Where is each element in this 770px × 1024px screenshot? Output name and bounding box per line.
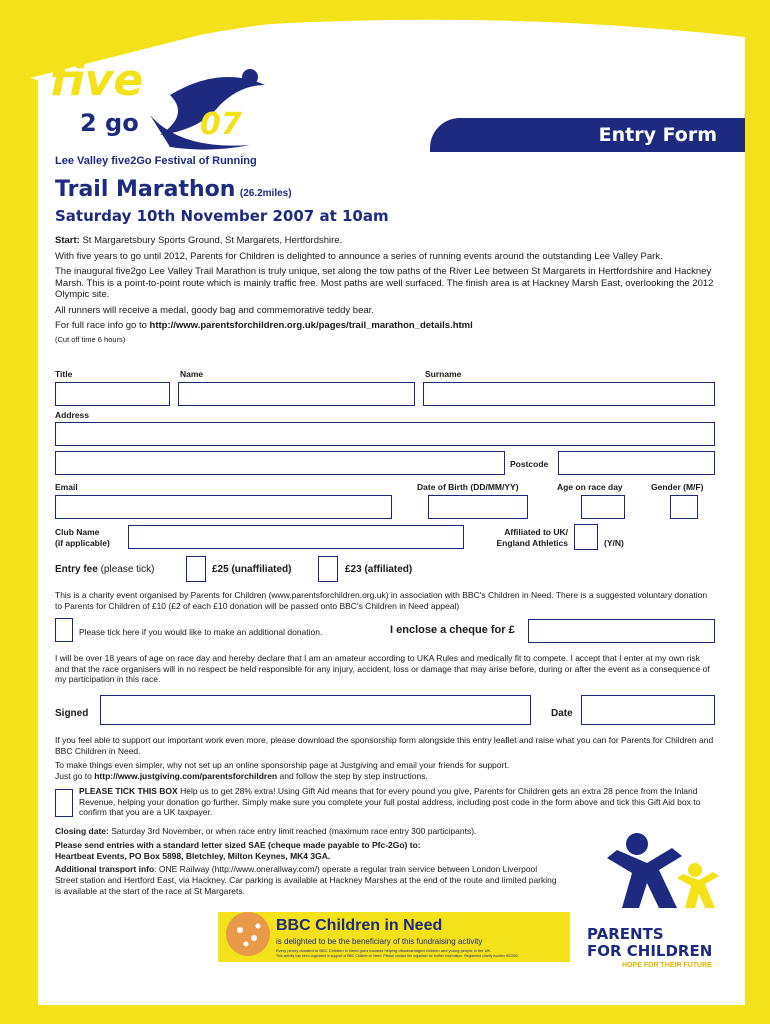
affiliated-field[interactable] <box>574 524 598 550</box>
closing-label: Closing date: <box>55 826 109 836</box>
yn-label: (Y/N) <box>604 538 624 548</box>
intro-para-2: The inaugural five2go Lee Valley Trail Marathon is truly unique, set along the tow paths of the River Lee between St Margarets in Hertfordshire and Hackney Marsh. This is a point-to-point route which is mainly traffic free. Most paths are well surfaced. The finish area is at Hackney Marsh East, overlooking the 2012 Olympic site. <box>55 266 714 300</box>
bbc-sub: is delighted to be the beneficiary of this fundraising activity <box>276 937 483 946</box>
logo-year: 07 <box>200 107 242 142</box>
start-text: St Margaretsbury Sports Ground, St Margarets, Hertfordshire. <box>82 235 343 246</box>
dob-label: Date of Birth (DD/MM/YY) <box>417 482 519 492</box>
age-label: Age on race day <box>557 482 623 492</box>
signed-label: Signed <box>55 708 89 719</box>
signature-field[interactable] <box>100 695 531 725</box>
affiliated-line2: England Athletics <box>496 538 568 548</box>
start-line <box>55 235 715 247</box>
email-field[interactable] <box>55 495 392 519</box>
surname-field[interactable] <box>423 382 715 406</box>
surname-label: Surname <box>425 369 462 379</box>
info-line <box>55 320 715 332</box>
event-title-row <box>55 177 292 202</box>
support-text <box>55 735 715 781</box>
pudsey-bear-icon <box>218 900 278 962</box>
fee-affiliated-label: £23 (affiliated) <box>345 564 413 575</box>
cheque-label: I enclose a cheque for £ <box>390 624 515 636</box>
email-label: Email <box>55 482 78 492</box>
giftaid-bold: PLEASE TICK THIS BOX <box>79 786 178 796</box>
address-field-1[interactable] <box>55 422 715 446</box>
fee-unaffiliated-checkbox[interactable] <box>186 556 206 582</box>
event-date: Saturday 10th November 2007 at 10am <box>55 207 389 225</box>
giftaid-body: Help us to get 28% extra! Using Gift Aid means that for every pound you give, Parents for Children gets an extra 28 pence from the Inland Revenue, helping your donation go further. Simply make sure you complete your full postal address, including post code in the form above and tick this Gift Aid box to confirm that you are a UK taxpayer. <box>79 786 701 817</box>
pfc-figures-icon <box>587 828 727 928</box>
logo-five: five <box>50 55 144 106</box>
fee-unaffiliated-label: £25 (unaffiliated) <box>212 564 292 575</box>
gender-field[interactable] <box>670 495 698 519</box>
bbc-small-2: This activity has been organised in support of BBC Children in Need. Please contact the organiser for further information. Registered charity number 802052. <box>276 954 519 958</box>
affiliated-line1: Affiliated to UK/ <box>504 527 568 537</box>
bbc-children-in-need-banner <box>218 912 570 962</box>
logo-2go: 2 go <box>80 109 139 137</box>
address-label: Address <box>55 410 90 420</box>
cutoff-time: (Cut off time 6 hours) <box>55 334 126 344</box>
intro-text <box>55 235 715 345</box>
intro-para-1: With five years to go until 2012, Parents for Children is delighted to announce a series of running events around the outstanding Lee Valley Park. <box>55 250 663 262</box>
pfc-line1: PARENTS <box>587 925 664 943</box>
send-line-1: Please send entries with a standard letter sized SAE (cheque made payable to Pfc-2Go) to: <box>55 840 421 850</box>
support-para-2: To make things even simpler, why not set up an online sponsorship page at Justgiving and email your friends for support. <box>55 760 510 770</box>
declaration-text: I will be over 18 years of age on race day and hereby declare that I am an amateur according to UKA Rules and medically fit to compete. I accept that I enter at my own risk and that the race organisers will in no respect be held responsible for any injury, accident, loss or damage that may arise before, during or after the event as a consequence of my participation in this race. <box>55 653 710 684</box>
gender-label: Gender (M/F) <box>651 482 704 492</box>
transport-label: Additional transport info <box>55 864 155 874</box>
entry-form-title: Entry Form <box>598 124 717 146</box>
justgiving-line <box>55 771 715 782</box>
name-label: Name <box>180 369 204 379</box>
justgiving-suffix: and follow the step by step instructions. <box>277 770 428 781</box>
age-field[interactable] <box>581 495 625 519</box>
bbc-small-1: Every penny donated to BBC Children in Need goes towards helping disadvantaged children and young people in the UK. <box>276 948 492 953</box>
pfc-tagline: HOPE FOR THEIR FUTURE <box>622 962 712 969</box>
giftaid-text <box>79 786 715 818</box>
dob-field[interactable] <box>428 495 528 519</box>
club-label <box>55 527 110 549</box>
festival-name: Lee Valley five2Go Festival of Running <box>55 155 257 167</box>
address-field-2[interactable] <box>55 451 505 475</box>
intro-para-3: All runners will receive a medal, goody bag and commemorative teddy bear. <box>55 304 374 316</box>
entry-fee-tick: (please tick) <box>100 564 155 575</box>
send-line-2: Heartbeat Events, PO Box 5898, Bletchley, Milton Keynes, MK4 3GA. <box>55 851 331 861</box>
donation-checkbox[interactable] <box>55 618 73 642</box>
event-distance: (26.2miles) <box>239 188 292 199</box>
club-label-line1: Club Name <box>55 527 100 537</box>
date-label: Date <box>551 708 573 719</box>
cheque-field[interactable] <box>528 619 715 643</box>
entry-fee-text: Entry fee <box>55 564 98 575</box>
parents-for-children-logo <box>582 828 732 978</box>
start-label: Start: <box>55 235 80 246</box>
giftaid-checkbox[interactable] <box>55 789 73 817</box>
name-field[interactable] <box>178 382 415 406</box>
event-title: Trail Marathon <box>55 177 236 202</box>
bbc-title: BBC Children in Need <box>276 917 443 934</box>
affiliated-label <box>478 527 568 549</box>
info-link[interactable]: http://www.parentsforchildren.org.uk/pages/trail_marathon_details.html <box>149 320 473 331</box>
date-field[interactable] <box>581 695 715 725</box>
fee-affiliated-checkbox[interactable] <box>318 556 338 582</box>
justgiving-prefix: Just go to <box>55 770 95 781</box>
entry-fee-label <box>55 564 154 576</box>
donation-tick-text: Please tick here if you would like to make an additional donation. <box>79 627 323 637</box>
title-label: Title <box>55 369 73 379</box>
title-field[interactable] <box>55 382 170 406</box>
support-para-1: If you feel able to support our important work even more, please download the sponsorship form alongside this entry leaflet and raise what you can for Parents for Children and BBC Children in Need. <box>55 735 714 756</box>
justgiving-link[interactable]: http://www.justgiving.com/parentsforchildren <box>94 770 278 781</box>
logo <box>50 55 280 155</box>
transport-line <box>55 864 560 897</box>
postcode-field[interactable] <box>558 451 715 475</box>
charity-text: This is a charity event organised by Parents for Children (www.parentsforchildren.org.uk) in association with BBC's Children in Need. There is a suggested voluntary donation to Parents for Children of £10 (£2 of each £10 donation will be passed onto BBC's Children in Need appeal) <box>55 590 708 611</box>
transport-text: : ONE Railway (http://www.onerailway.com/) operate a regular train service between London Liverpool Street station and Hertford East, via Hackney. Car parking is available at Hackney Marshes at the end of the route and limited parking is available at the start of the race at St Margarets. <box>55 864 557 896</box>
info-prefix: For full race info go to <box>55 320 150 331</box>
closing-text: Saturday 3rd November, or when race entry limit reached (maximum race entry 300 participants). <box>108 826 477 836</box>
pfc-line2: FOR CHILDREN <box>587 942 713 960</box>
club-field[interactable] <box>128 525 464 549</box>
entry-form-banner <box>430 118 745 152</box>
club-label-line2: (if applicable) <box>55 538 110 548</box>
postcode-label: Postcode <box>510 459 549 469</box>
